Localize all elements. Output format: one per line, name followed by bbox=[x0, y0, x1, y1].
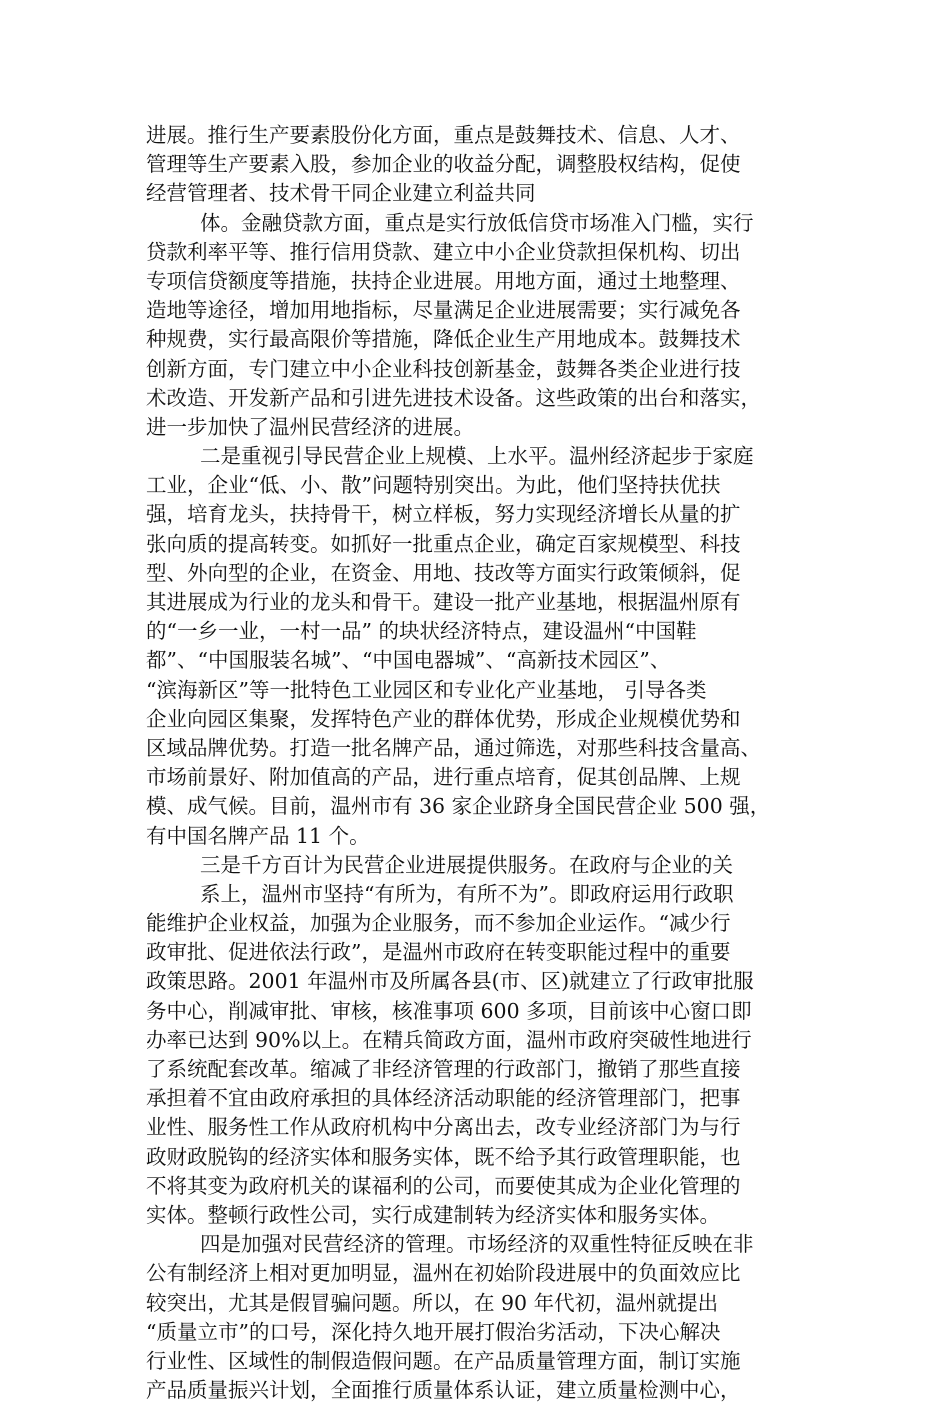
text-line: 模、成气候。目前，温州市有 36 家企业跻身全国民营企业 500 强， bbox=[146, 794, 771, 819]
text-line: 强，培育龙头，扶持骨干，树立样板，努力实现经济增长从量的扩 bbox=[146, 502, 741, 527]
text-line: 企业向园区集聚，发挥特色产业的群体优势，形成企业规模优势和 bbox=[146, 706, 741, 731]
text-line: 种规费，实行最高限价等措施，降低企业生产用地成本。鼓舞技术 bbox=[146, 327, 741, 352]
text-line: 贷款利率平等、推行信用贷款、建立中小企业贷款担保机构、切出 bbox=[146, 239, 741, 264]
text-line: 进一步加快了温州民营经济的进展。 bbox=[146, 414, 474, 439]
text-line: 系上，温州市坚持“有所为，有所不为”。即政府运用行政职 bbox=[200, 881, 734, 906]
text-line: 其进展成为行业的龙头和骨干。建设一批产业基地，根据温州原有 bbox=[146, 590, 741, 614]
text-line: 政审批、促进依法行政”，是温州市政府在转变职能过程中的重要 bbox=[146, 940, 731, 965]
text-line: 四是加强对民营经济的管理。市场经济的双重性特征反映在非 bbox=[200, 1232, 754, 1257]
text-line: “质量立市”的口号，深化持久地开展打假治劣活动，下决心解决 bbox=[146, 1319, 721, 1344]
text-line: 的“一乡一业，一村一品” 的块状经济特点，建设温州“中国鞋 bbox=[146, 619, 697, 644]
text-line: 公有制经济上相对更加明显，温州在初始阶段进展中的负面效应比 bbox=[146, 1261, 741, 1286]
text-line: 行业性、区域性的制假造假问题。在产品质量管理方面，制订实施 bbox=[146, 1348, 741, 1373]
text-line: 张向质的提高转变。如抓好一批重点企业，确定百家规模型、科技 bbox=[146, 531, 741, 556]
text-line: 实体。整顿行政性公司，实行成建制转为经济实体和服务实体。 bbox=[146, 1202, 720, 1227]
text-line: 工业，企业“低、小、散”问题特别突出。为此，他们坚持扶优扶 bbox=[146, 473, 721, 498]
text-line: 进展。推行生产要素股份化方面，重点是鼓舞技术、信息、人才、 bbox=[146, 123, 741, 147]
text-line: 体。金融贷款方面，重点是实行放低信贷市场准入门槛，实行 bbox=[200, 210, 754, 235]
text-line: 了系统配套改革。缩减了非经济管理的行政部门，撤销了那些直接 bbox=[146, 1057, 741, 1081]
text-line: 经营管理者、技术骨干同企业建立利益共同 bbox=[146, 181, 536, 206]
text-line: 区域品牌优势。打造一批名牌产品，通过筛选，对那些科技含量高、 bbox=[146, 735, 761, 760]
text-line: 办率已达到 90%以上。在精兵简政方面，温州市政府突破性地进行 bbox=[146, 1027, 752, 1052]
text-line: 务中心，削减审批、审核，核准事项 600 多项，目前该中心窗口即 bbox=[146, 998, 752, 1023]
text-line: 造地等途径，增加用地指标，尽量满足企业进展需要；实行减免各 bbox=[146, 298, 741, 323]
text-line: 市场前景好、附加值高的产品，进行重点培育，促其创品牌、上规 bbox=[146, 765, 741, 790]
text-line: 型、外向型的企业，在资金、用地、技改等方面实行政策倾斜，促 bbox=[146, 560, 741, 585]
text-line: 专项信贷额度等措施，扶持企业进展。用地方面，通过土地整理、 bbox=[146, 268, 741, 293]
text-line: 术改造、开发新产品和引进先进技术设备。这些政策的出台和落实， bbox=[146, 385, 761, 410]
text-line: 能维护企业权益，加强为企业服务，而不参加企业运作。“减少行 bbox=[146, 911, 731, 936]
text-line: 二是重视引导民营企业上规模、上水平。温州经济起步于家庭 bbox=[200, 444, 754, 469]
text-line: 三是千方百计为民营企业进展提供服务。在政府与企业的关 bbox=[200, 852, 733, 877]
text-line: 产品质量振兴计划，全面推行质量体系认证，建立质量检测中心， bbox=[146, 1378, 741, 1403]
text-line: 管理等生产要素入股，参加企业的收益分配，调整股权结构，促使 bbox=[146, 152, 741, 177]
document-body bbox=[146, 121, 810, 1405]
text-line: 政财政脱钩的经济实体和服务实体，既不给予其行政管理职能，也 bbox=[146, 1144, 741, 1169]
text-line: 承担着不宜由政府承担的具体经济活动职能的经济管理部门，把事 bbox=[146, 1086, 741, 1111]
text-line: 都”、“中国服装名城”、“中国电器城”、“高新技术园区”、 bbox=[146, 648, 671, 673]
text-line: 较突出，尤其是假冒骗问题。所以，在 90 年代初，温州就提出 bbox=[146, 1290, 719, 1315]
text-line: 不将其变为政府机关的谋福利的公司，而要使其成为企业化管理的 bbox=[146, 1173, 741, 1198]
text-line: 有中国名牌产品 11 个。 bbox=[146, 823, 370, 848]
text-line: 业性、服务性工作从政府机构中分离出去，改专业经济部门为与行 bbox=[146, 1115, 741, 1140]
text-line: 政策思路。2001 年温州市及所属各县(市、区)就建立了行政审批服 bbox=[146, 969, 754, 994]
text-line: 创新方面，专门建立中小企业科技创新基金，鼓舞各类企业进行技 bbox=[146, 356, 741, 381]
text-line: “滨海新区”等一批特色工业园区和专业化产业基地， 引导各类 bbox=[146, 677, 707, 702]
